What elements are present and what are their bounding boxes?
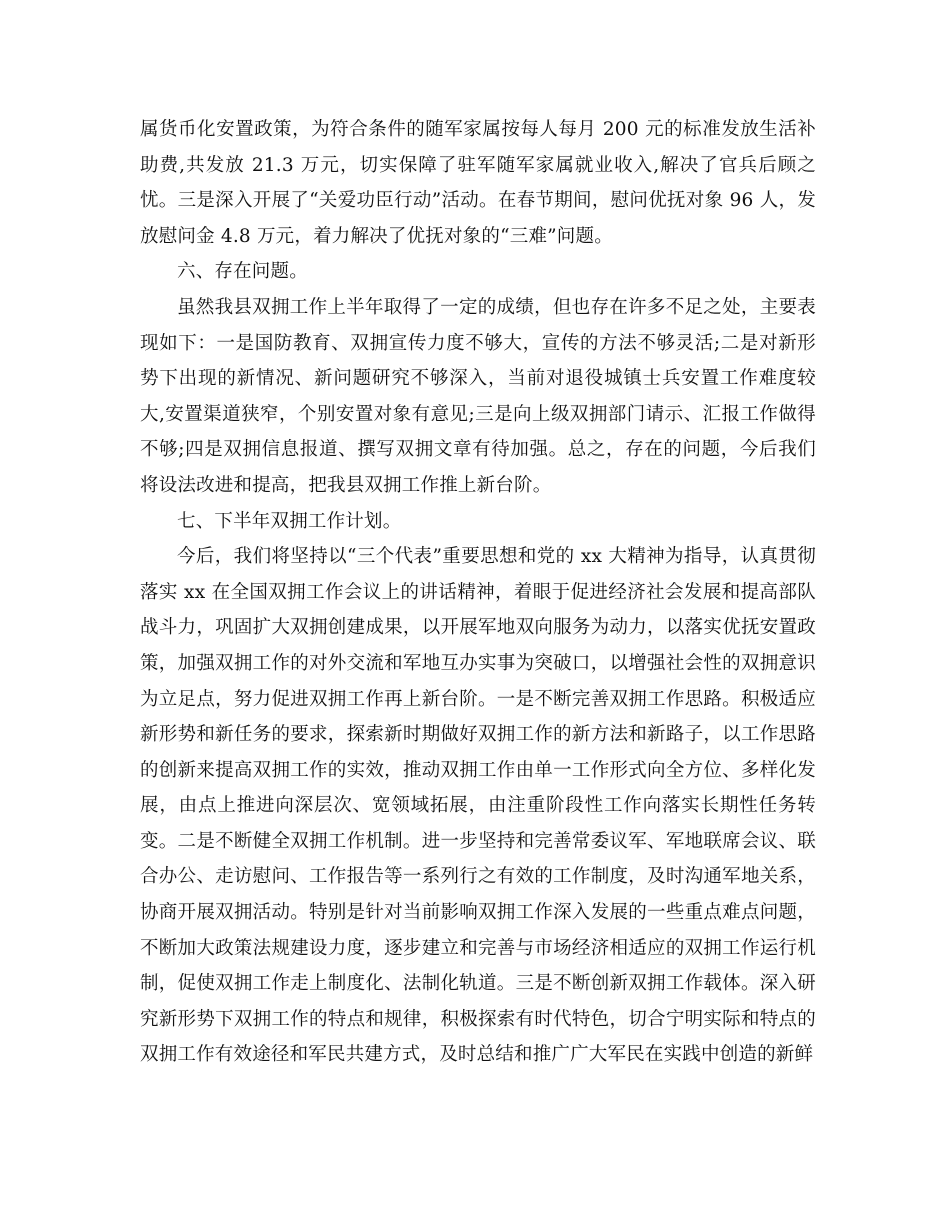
paragraph-problems-detail: 虽然我县双拥工作上半年取得了一定的成绩，但也存在许多不足之处，主要表现如下：一是国防教育、双拥宣传力度不够大，宣传的方法不够灵活;二是对新形势下出现的新情况、新问题研究不够深入，当前对退役城镇士兵安置工作难度较大,安置渠道狭窄，个别安置对象有意见;三是向上级双拥部门请示、汇报工作做得不够;四是双拥信息报道、撰写双拥文章有待加强。总之，存在的问题，今后我们将设法改进和提高，把我县双拥工作推上新台阶。	[140, 296, 816, 496]
section-heading-second-half-plan: 七、下半年双拥工作计划。	[177, 510, 402, 532]
section-heading-existing-problems: 六、存在问题。	[177, 261, 308, 283]
paragraph-subsidy-summary: 属货币化安置政策，为符合条件的随军家属按每人每月 200 元的标准发放生活补助费,共发放 21.3 万元，切实保障了驻军随军家属就业收入,解决了官兵后顾之忧。三是深入开展了“关爱功臣行动”活动。在春节期间，慰问优抚对象 96 人，发放慰问金 4.8 万元，着力解决了优抚对象的“三难”问题。	[140, 119, 816, 247]
document-body	[140, 112, 816, 1073]
paragraph-plan-detail: 今后，我们将坚持以“三个代表”重要思想和党的 xx 大精神为指导，认真贯彻落实 xx 在全国双拥工作会议上的讲话精神，着眼于促进经济社会发展和提高部队战斗力，巩固扩大双拥创建成果，以开展军地双向服务为动力，以落实优抚安置政策，加强双拥工作的对外交流和军地互办实事为突破口，以增强社会性的双拥意识为立足点，努力促进双拥工作再上新台阶。一是不断完善双拥工作思路。积极适应新形势和新任务的要求，探索新时期做好双拥工作的新方法和新路子，以工作思路的创新来提高双拥工作的实效，推动双拥工作由单一工作形式向全方位、多样化发展，由点上推进向深层次、宽领域拓展，由注重阶段性工作向落实长期性任务转变。二是不断健全双拥工作机制。进一步坚持和完善常委议军、军地联席会议、联合办公、走访慰问、工作报告等一系列行之有效的工作制度，及时沟通军地关系，协商开展双拥活动。特别是针对当前影响双拥工作深入发展的一些重点难点问题，不断加大政策法规建设力度，逐步建立和完善与市场经济相适应的双拥工作运行机制，促使双拥工作走上制度化、法制化轨道。三是不断创新双拥工作载体。深入研究新形势下双拥工作的特点和规律，积极探索有时代特色，切合宁明实际和特点的双拥工作有效途径和军民共建方式，及时总结和推广广大军民在实践中创造的新鲜	[140, 546, 816, 1066]
